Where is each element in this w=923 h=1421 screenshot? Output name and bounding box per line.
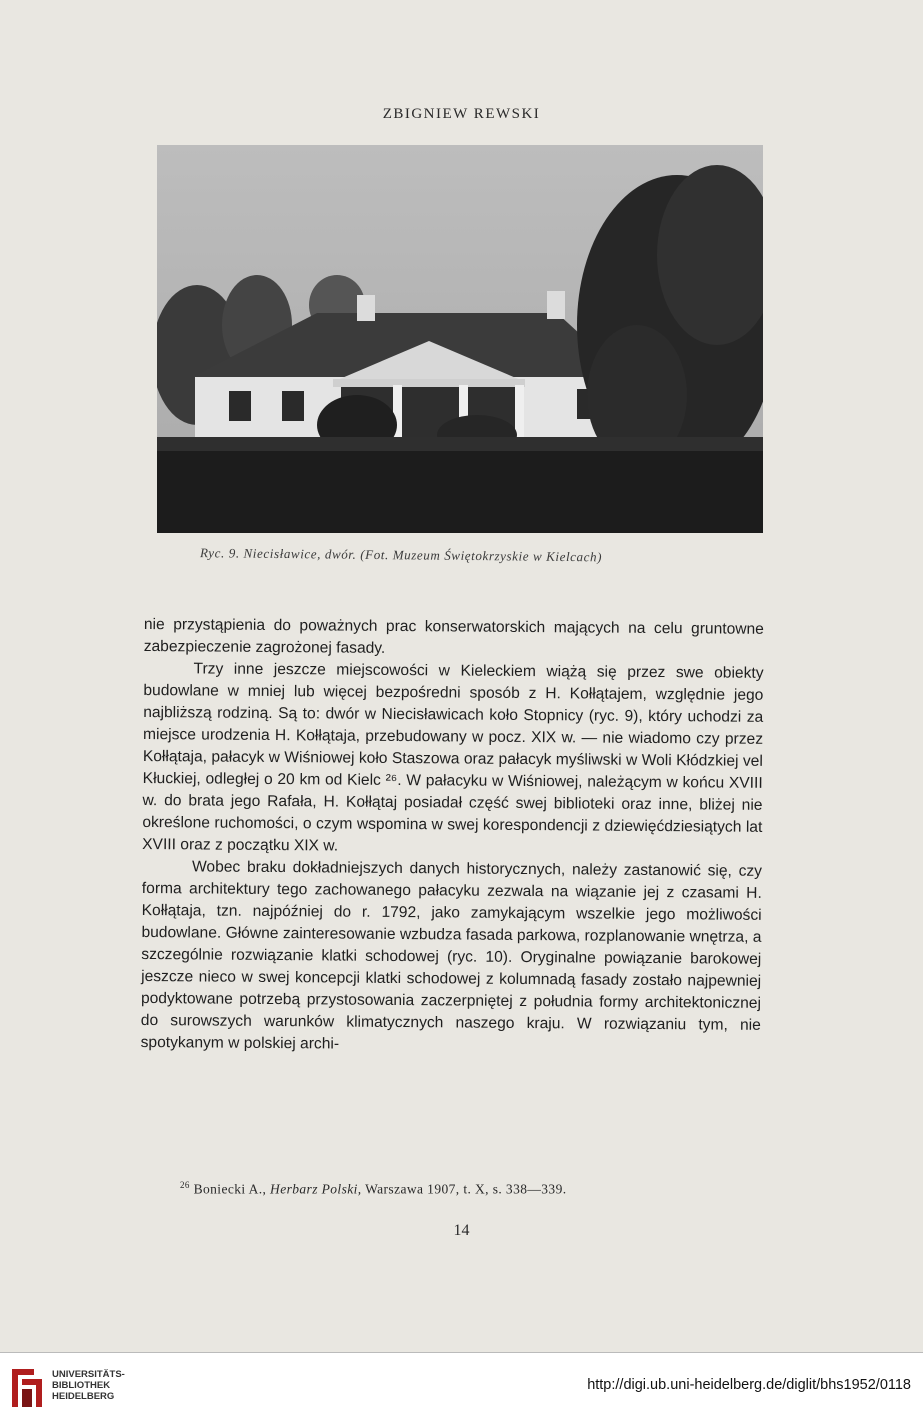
digital-copy-url-link[interactable]: http://digi.ub.uni-heidelberg.de/diglit/bhs1952/0118 [587,1377,911,1393]
library-logo-text: UNIVERSITÄTS- BIBLIOTHEK HEIDELBERG [52,1369,125,1402]
paragraph-1: nie przystąpienia do poważnych prac konserwatorskich mających na celu gruntowne zabezpieczenie zagrożonej fasady. [143,615,764,657]
paragraph-2: Trzy inne jeszcze miejscowości w Kieleckiem wiążą się przez swe obiekty budowlane w mniej lub więcej bezpośredni sposób z H. Kołłątajem, względnie jego najbliższą rodziną. Są to: dwór w Niecisławicach koło Stopnicy (ryc. 9), który uchodzi za miejsce urodzenia H. Kołłątaja, przebudowany w pocz. XIX w. — nie wiadomo czy przez Kołłątaja, pałacyk w Wiśniowej koło Staszowa oraz pałacyk myśliwski w Woli Kłódzkiej vel Kłuckiej, odległej o 20 km od Kielc ²⁶. W pałacyku w Wiśniowej, należącym w końcu XVIII w. do brata jego Rafała, H. Kołłątaj posiadał część swej biblioteki oraz inne, bliżej nie określone ruchomości, o czym wspomina w swej korespondencji z dziewięćdziesiątych lat XVIII oraz z początku XIX w. [142,660,764,855]
footnote-title: Herbarz Polski, [270,1181,362,1197]
figure-photo [157,145,763,533]
manor-house-photo [157,145,763,533]
footnote-rest: Warszawa 1907, t. X, s. 338—339. [365,1181,567,1197]
paragraph-3: Wobec braku dokładniejszych danych historycznych, należy zastanowić się, czy forma architektury tego zachowanego pałacyku zezwala na wiązanie jej z czasami H. Kołłątaja, tzn. najpóźniej do r. 1792, jako zamykającym wszelkie jego możliwości budowlane. Główne zainteresowanie wzbudza fasada parkowa, rozplanowanie wnętrza, a szczególnie rozwiązanie klatki schodowej (ryc. 10). Oryginalne powiązanie barokowej jeszcze nieco w swej koncepcji klatki schodowej z kolumnadą fasady zostało najpewniej podyktowane potrzebą przystosowania zaczerpniętej z południa formy architektonicznej do surowszych warunków klimatycznych naszego kraju. W rozwiązaniu tym, nie spotykanym w polskiej archi- [140,858,763,1053]
figure-caption: Ryc. 9. Niecisławice, dwór. (Fot. Muzeum Świętokrzyskie w Kielcach) [199,545,603,565]
body-text [141,614,764,1059]
running-head: ZBIGNIEW REWSKI [382,106,541,122]
library-footer-bar [0,1352,923,1421]
footnote-number: 26 [180,1180,190,1190]
university-library-logo-icon [10,1363,44,1413]
page-number: 14 [453,1222,470,1239]
footnote-author: Boniecki A., [193,1181,267,1197]
footnote [180,1180,740,1198]
